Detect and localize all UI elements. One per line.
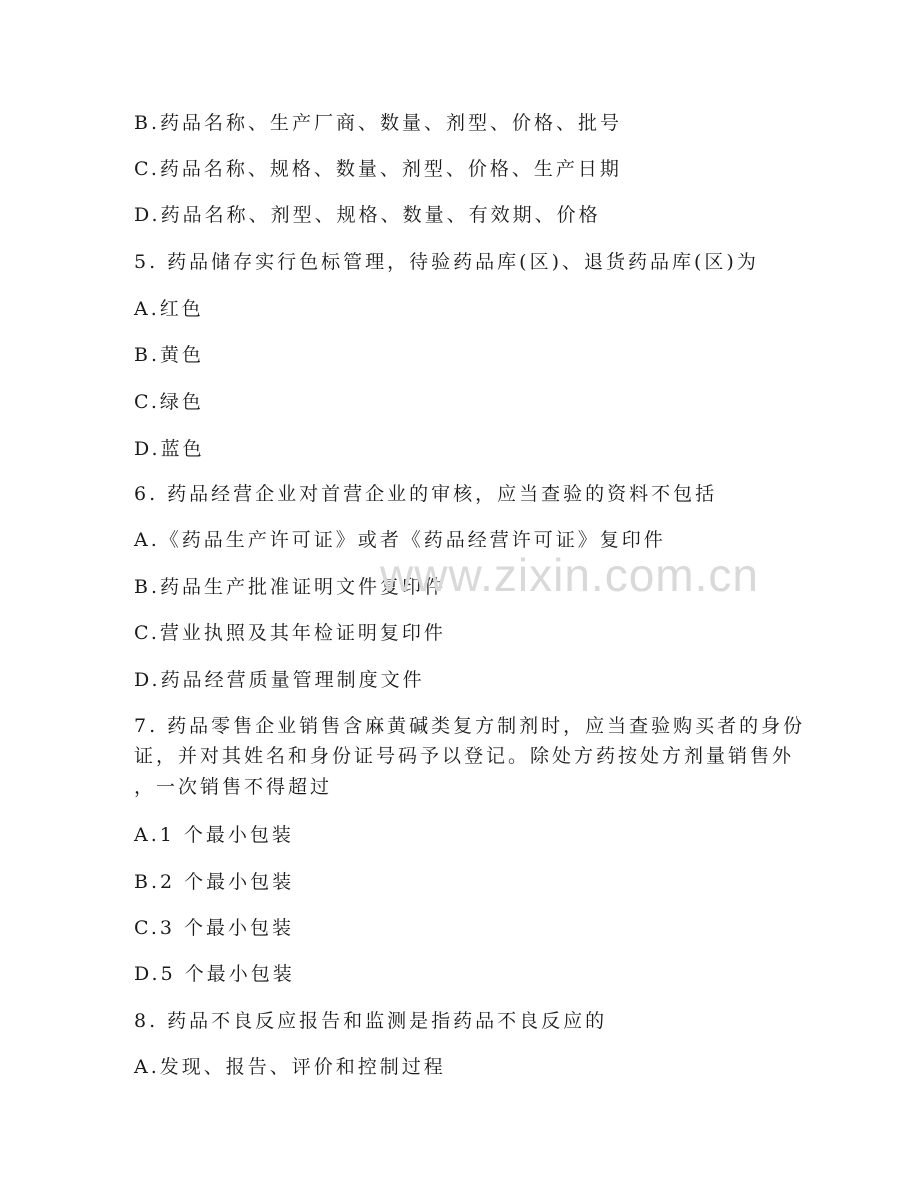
- option-5c: C.绿色: [134, 391, 204, 413]
- watermark: www.zixin.com.cn: [380, 549, 759, 601]
- question-8: 8. 药品不良反应报告和监测是指药品不良反应的: [134, 1010, 608, 1032]
- option-8a: A.发现、报告、评价和控制过程: [134, 1056, 446, 1078]
- question-7-line-1: 7. 药品零售企业销售含麻黄碱类复方制剂时，应当查验购买者的身份: [134, 715, 806, 737]
- option-7d: D.5 个最小包装: [134, 963, 295, 985]
- option-6b: B.药品生产批准证明文件复印件: [134, 576, 447, 598]
- option-7b: B.2 个最小包装: [134, 871, 295, 893]
- option-5b: B.黄色: [134, 344, 205, 366]
- option-7c: C.3 个最小包装: [134, 917, 295, 939]
- option-6a: A.《药品生产许可证》或者《药品经营许可证》复印件: [134, 529, 666, 551]
- option-4d: D.药品名称、剂型、规格、数量、有效期、价格: [134, 204, 601, 226]
- question-7-line-3: ，一次销售不得超过: [134, 776, 333, 798]
- option-6c: C.营业执照及其年检证明复印件: [134, 622, 446, 644]
- option-7a: A.1 个最小包装: [134, 824, 294, 846]
- question-7-line-2: 证，并对其姓名和身份证号码予以登记。除处方药按处方剂量销售外: [134, 745, 795, 767]
- option-5a: A.红色: [134, 298, 204, 320]
- option-4b: B.药品名称、生产厂商、数量、剂型、价格、批号: [134, 112, 623, 134]
- question-6: 6. 药品经营企业对首营企业的审核，应当查验的资料不包括: [134, 483, 718, 505]
- option-4c: C.药品名称、规格、数量、剂型、价格、生产日期: [134, 158, 622, 180]
- question-5: 5. 药品储存实行色标管理，待验药品库(区)、退货药品库(区)为: [134, 251, 759, 273]
- option-6d: D.药品经营质量管理制度文件: [134, 669, 425, 691]
- option-5d: D.蓝色: [134, 438, 205, 460]
